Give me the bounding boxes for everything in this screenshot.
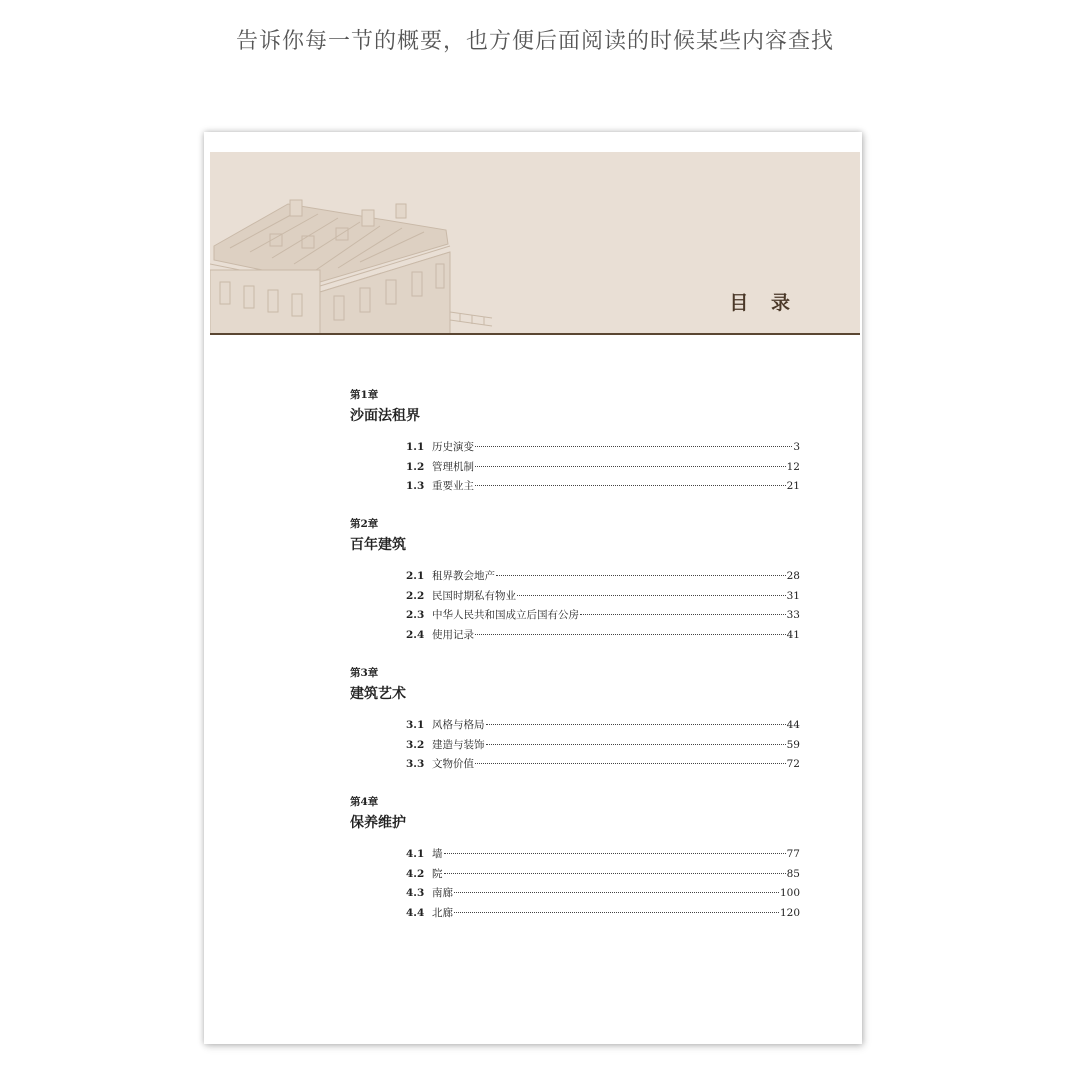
page-number: 120 [779,906,800,919]
dot-leader [444,872,786,874]
dot-leader [475,445,792,447]
dot-leader [444,852,786,854]
section-number: 1.2 [406,460,425,473]
section-title: 管理机制 [432,460,474,473]
toc-chapter [350,517,800,647]
dot-leader [475,465,786,467]
toc-entry[interactable] [350,866,800,886]
chapter-number: 第4章 [350,795,379,808]
section-title: 重要业主 [432,480,474,493]
section-number: 4.1 [406,847,425,860]
section-number: 2.4 [406,629,425,642]
dot-leader [475,633,786,635]
toc-title: 目 录 [729,292,798,314]
section-title: 文物价值 [432,758,474,771]
page-number: 28 [786,570,800,583]
toc-entry[interactable] [350,459,800,479]
chapter-title: 百年建筑 [350,537,406,554]
toc-entry[interactable] [350,846,800,866]
page-number: 77 [786,847,800,860]
section-number: 2.3 [406,609,425,622]
banner-divider [210,333,860,335]
chapter-number: 第2章 [350,518,379,531]
page-number: 44 [786,718,800,731]
page-number: 12 [786,460,800,473]
page-number: 33 [786,609,800,622]
section-title: 院 [432,867,443,880]
toc-entry[interactable] [350,568,800,588]
page-number: 21 [786,480,800,493]
page-number: 100 [779,887,800,900]
section-title: 使用记录 [432,629,474,642]
section-number: 2.2 [406,589,425,602]
section-title: 北廊 [432,906,453,919]
section-number: 2.1 [406,570,425,583]
page-number: 31 [786,589,800,602]
section-number: 3.2 [406,738,425,751]
dot-leader [475,484,786,486]
table-of-contents [350,388,800,944]
section-title: 墙 [432,847,443,860]
section-title: 南廊 [432,887,453,900]
toc-chapter [350,666,800,776]
caption-text: 告诉你每一节的概要，也方便后面阅读的时候某些内容查找 [235,29,834,54]
toc-entry[interactable] [350,737,800,757]
section-number: 3.3 [406,758,425,771]
section-number: 4.4 [406,906,425,919]
page-number: 41 [786,629,800,642]
section-number: 3.1 [406,718,425,731]
toc-entry[interactable] [350,607,800,627]
chapter-title: 沙面法租界 [350,408,420,424]
toc-entry[interactable] [350,478,800,498]
section-number: 4.2 [406,867,425,880]
toc-entry[interactable] [350,905,800,925]
dot-leader [486,743,786,745]
page-number: 72 [786,758,800,771]
section-title: 历史演变 [432,441,474,453]
section-title: 风格与格局 [432,718,485,731]
section-title: 中华人民共和国成立后国有公房 [432,609,579,622]
dot-leader [454,891,779,893]
toc-entry[interactable] [350,717,800,737]
toc-entry[interactable] [350,588,800,608]
dot-leader [496,574,786,576]
header-banner [210,152,860,334]
chapter-title: 保养维护 [350,814,406,831]
dot-leader [475,762,786,764]
chapter-number: 第1章 [350,389,379,401]
toc-chapter [350,388,800,498]
chapter-number: 第3章 [350,666,379,679]
section-number: 1.3 [406,480,425,493]
toc-entry[interactable] [350,885,800,905]
toc-entry[interactable] [350,756,800,776]
building-illustration [210,152,510,334]
section-number: 1.1 [406,441,425,453]
section-title: 建造与装饰 [432,738,485,751]
section-title: 租界教会地产 [432,570,495,583]
dot-leader [517,594,786,596]
toc-chapter [350,795,800,925]
toc-entry[interactable] [350,439,800,459]
toc-entry[interactable] [350,627,800,647]
page-number: 3 [793,441,800,453]
dot-leader [486,723,786,725]
dot-leader [454,911,779,913]
book-page [204,132,862,1044]
dot-leader [580,613,786,615]
section-title: 民国时期私有物业 [432,589,516,602]
page-number: 59 [786,738,800,751]
section-number: 4.3 [406,887,425,900]
page-number: 85 [786,867,800,880]
chapter-title: 建筑艺术 [350,685,406,702]
